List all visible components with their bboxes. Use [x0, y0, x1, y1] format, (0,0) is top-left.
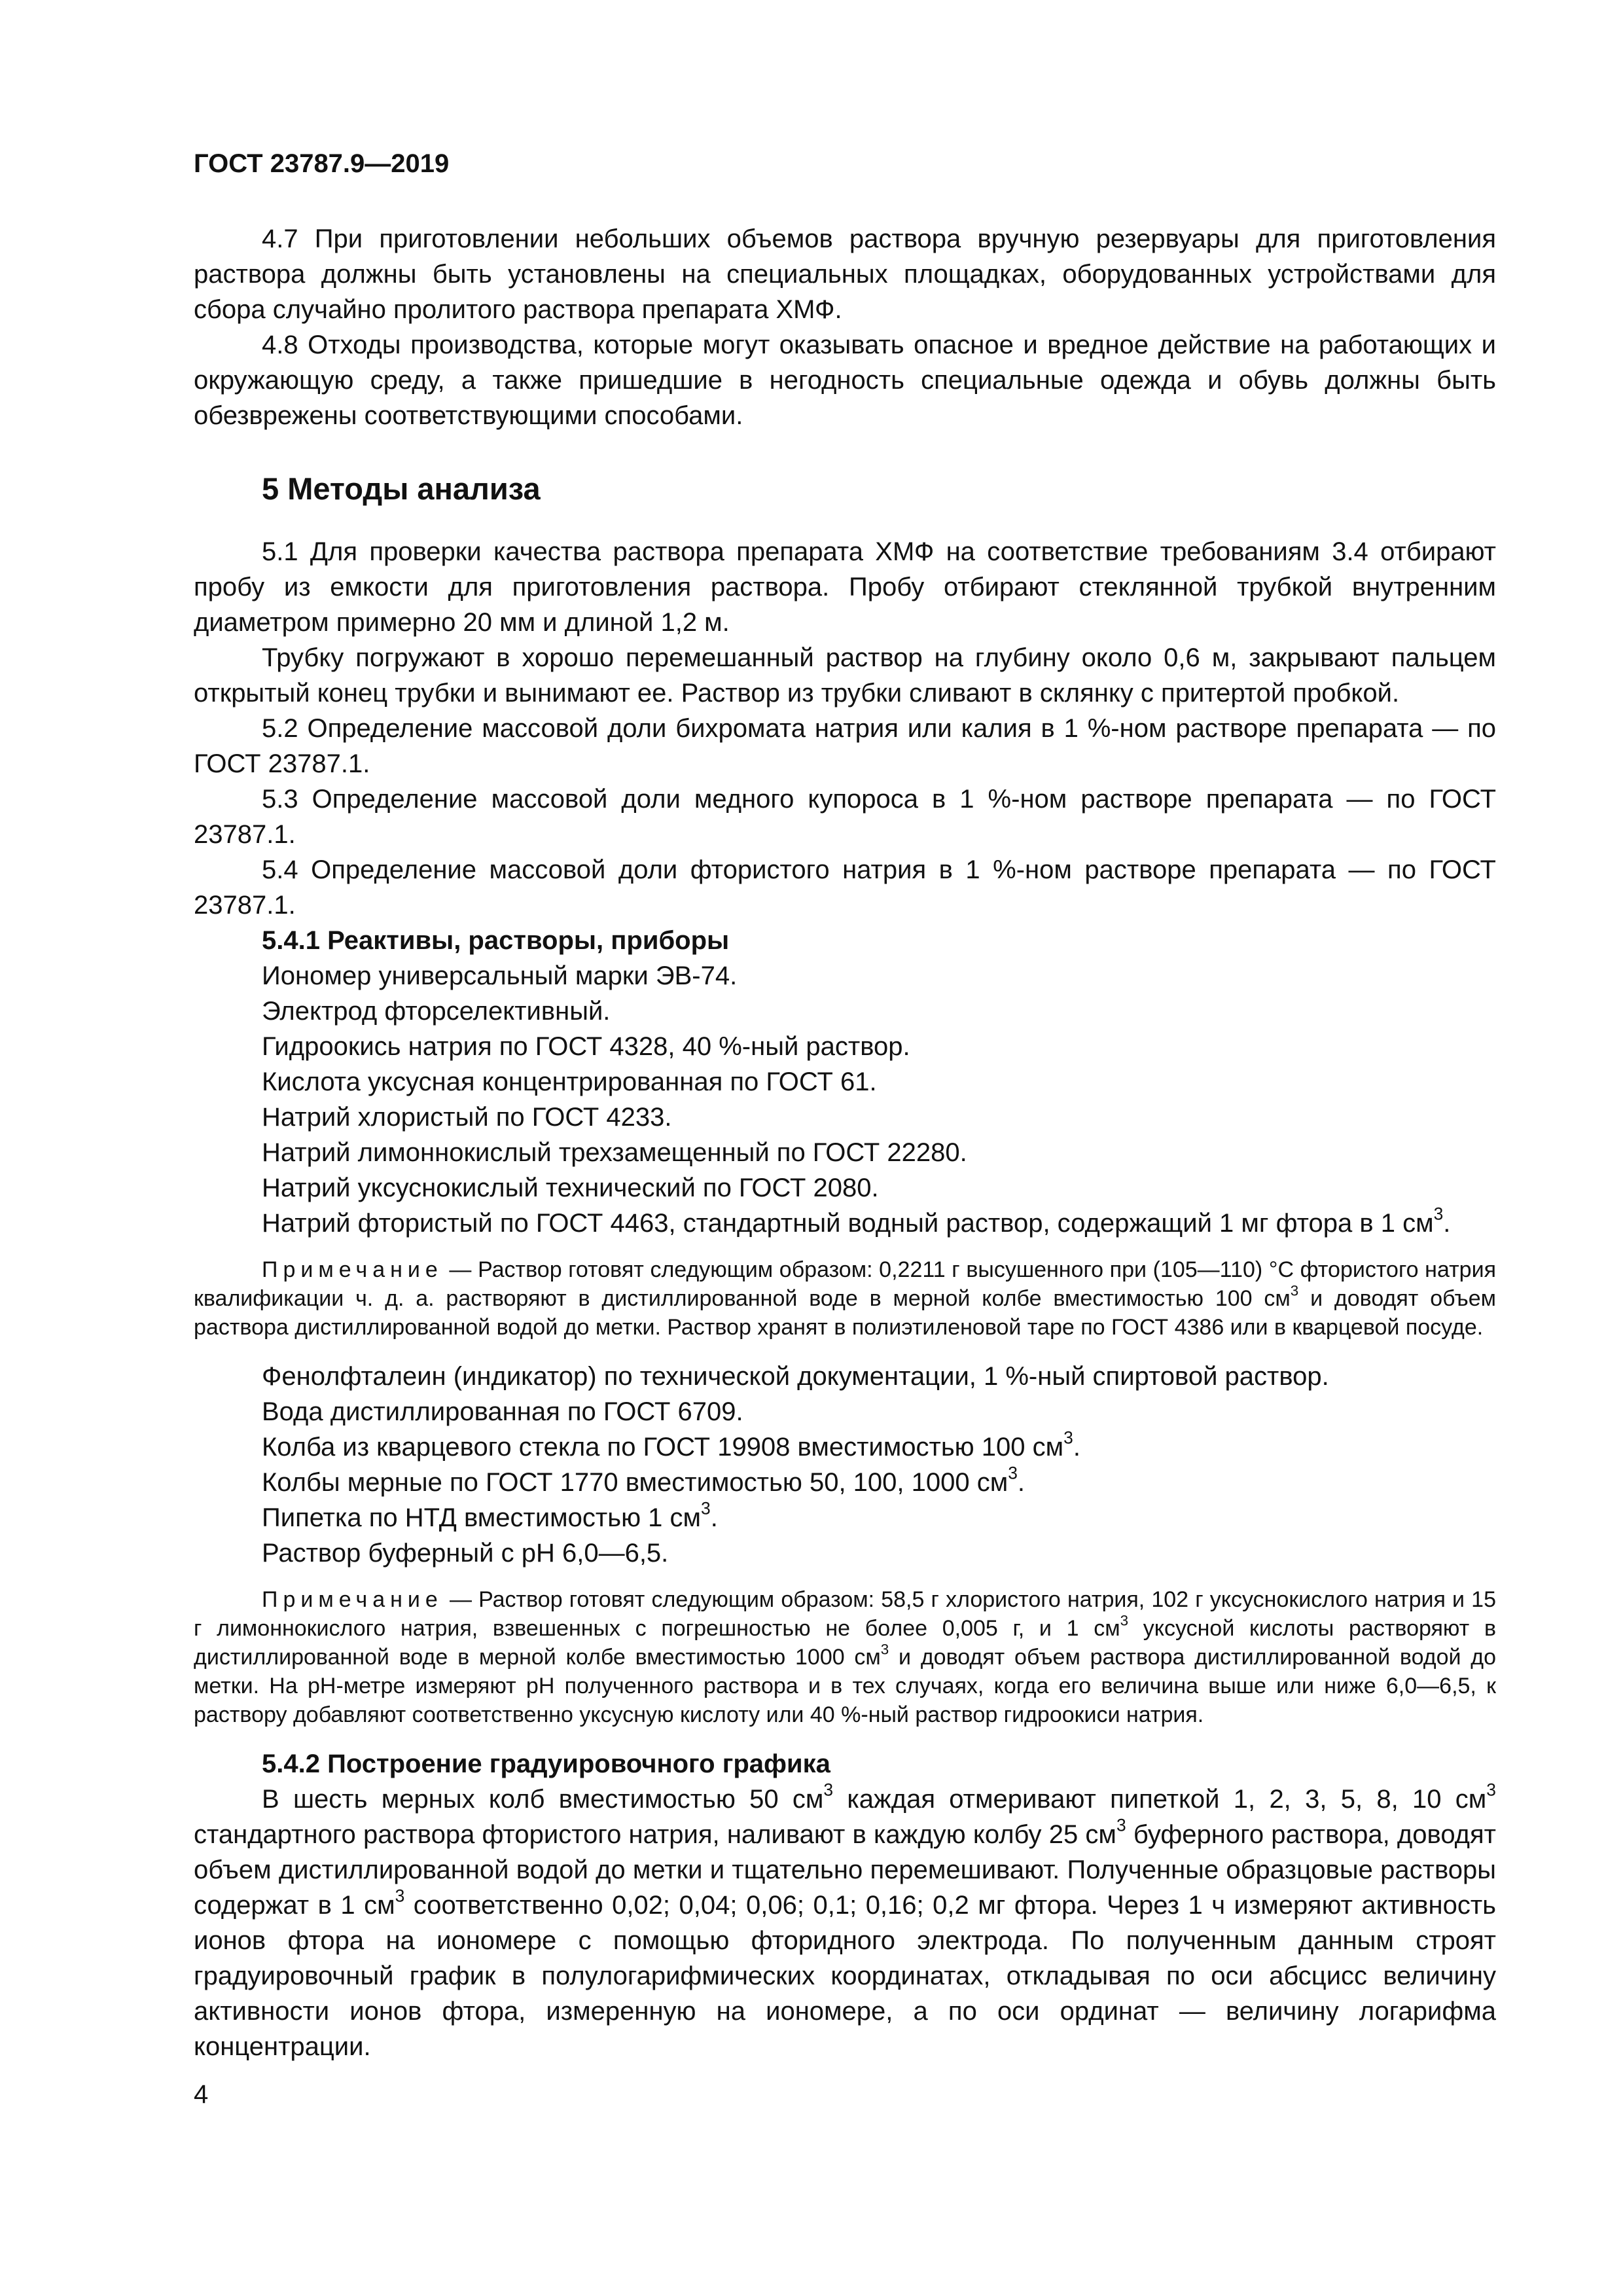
paragraph-5-1-continued: Трубку погружают в хорошо перемешанный раствор на глубину около 0,6 м, закрывают пальцем открытый конец трубки и вынимают ее. Раствор из трубки сливают в склянку с притертой пробкой.	[194, 643, 1496, 708]
body-text: каждая отмеривают пипеткой 1, 2, 3, 5, 8, 10 см	[833, 1785, 1487, 1814]
reagent-dot: .	[1017, 1468, 1026, 1497]
reagent-item: Раствор буферный с рН 6,0—6,5.	[262, 1539, 669, 1568]
note-label: Примечание	[262, 1257, 443, 1282]
reagent-item: Натрий уксуснокислый технический по ГОСТ 2080.	[262, 1174, 879, 1202]
body-text: соответственно 0,02; 0,04; 0,06; 0,1; 0,16; 0,2 мг фтора. Через 1 ч измеряют активность ионов фтора на иономере с помощью фторидного электрода. По полученным данным строят градуировочный график в полулогарифмических координатах, откладывая по оси абсцисс величину активности ионов фтора, измеренную на иономере, а по оси ординат — величину логарифма концентрации.	[194, 1891, 1496, 2061]
superscript: 3	[395, 1886, 405, 1906]
superscript: 3	[1290, 1282, 1299, 1299]
reagent-item: Гидроокись натрия по ГОСТ 4328, 40 %-ный раствор.	[262, 1032, 910, 1061]
superscript: 3	[880, 1641, 889, 1658]
reagent-text: Колбы мерные по ГОСТ 1770 вместимостью 50, 100, 1000 см	[262, 1468, 1008, 1497]
section-5-heading: 5 Методы анализа	[262, 471, 541, 506]
superscript: 3	[1486, 1780, 1496, 1800]
reagent-item-fluoride	[194, 1206, 1496, 1241]
reagent-item	[194, 1500, 1496, 1535]
superscript: 3	[1116, 1815, 1126, 1835]
superscript: 3	[1063, 1427, 1073, 1448]
reagent-dot: .	[1443, 1209, 1451, 1238]
reagent-item: Фенолфталеин (индикатор) по технической документации, 1 %-ный спиртовой раствор.	[262, 1362, 1329, 1391]
reagent-item: Электрод фторселективный.	[262, 997, 611, 1026]
paragraph-5-4: 5.4 Определение массовой доли фтористого натрия в 1 %-ном растворе препарата — по ГОСТ 23787.1.	[194, 855, 1496, 920]
paragraph-4-7: 4.7 При приготовлении небольших объемов раствора вручную резервуары для приготовления раствора должны быть установлены на специальных площадках, оборудованных устройствами для сбора случайно пролитого раствора препарата ХМФ.	[194, 224, 1496, 324]
reagent-item: Иономер универсальный марки ЭВ-74.	[262, 961, 738, 990]
reagent-item: Натрий лимоннокислый трехзамещенный по ГОСТ 22280.	[262, 1138, 967, 1167]
superscript: 3	[1433, 1204, 1444, 1224]
note-text: и доводят объем раствора дистиллированной водой до метки. Раствор хранят в полиэтиленовой таре по ГОСТ 4386 или в кварцевой посуде.	[194, 1286, 1496, 1340]
body-text: стандартного раствора фтористого натрия, наливают в каждую колбу 25 см	[194, 1820, 1116, 1849]
superscript: 3	[1008, 1463, 1018, 1483]
superscript: 3	[701, 1498, 711, 1518]
superscript: 3	[1120, 1612, 1129, 1629]
reagent-text: Колба из кварцевого стекла по ГОСТ 19908 вместимостью 100 см	[262, 1433, 1064, 1462]
reagent-item	[194, 1429, 1496, 1465]
note-text: и доводят объем раствора дистиллированной водой до метки. На рН-метре измеряют рН полученного раствора и в тех случаях, когда его величина выше или ниже 6,0—6,5, к раствору добавляют соответственно уксусную кислоту или 40 %-ный раствор гидроокиси натрия.	[194, 1645, 1497, 1727]
paragraph-4-8: 4.8 Отходы производства, которые могут оказывать опасное и вредное действие на работающих и окружающую среду, а также пришедшие в негодность специальные одежда и обувь должны быть обезврежены соответствующими способами.	[194, 331, 1496, 430]
paragraph-5-2: 5.2 Определение массовой доли бихромата натрия или калия в 1 %-ном растворе препарата — по ГОСТ 23787.1.	[194, 714, 1496, 778]
note-1	[194, 1255, 1496, 1342]
reagent-dot: .	[710, 1503, 718, 1532]
document-header: ГОСТ 23787.9—2019	[194, 149, 450, 178]
reagent-item: Натрий хлористый по ГОСТ 4233.	[262, 1103, 672, 1132]
page-content	[194, 221, 1496, 2064]
paragraph-5-1: 5.1 Для проверки качества раствора препарата ХМФ на соответствие требованиям 3.4 отбирают пробу из емкости для приготовления раствора. Пробу отбирают стеклянной трубкой внутренним диаметром примерно 20 мм и длиной 1,2 м.	[194, 537, 1496, 637]
body-text: В шесть мерных колб вместимостью 50 см	[262, 1785, 824, 1814]
subsection-5-4-2-heading: 5.4.2 Построение градуировочного графика	[262, 1749, 830, 1778]
note-text: уксусной кислоты растворяют в дистиллированной воде в мерной колбе вместимостью 1000 см	[194, 1616, 1497, 1670]
note-text: — Раствор готовят следующим образом: 0,2211 г высушенного при (105—110) °С фтористого натрия квалификации ч. д. а. растворяют в дистиллированной воде в мерной колбе вместимостью 100 см	[194, 1257, 1496, 1311]
reagent-item: Кислота уксусная концентрированная по ГОСТ 61.	[262, 1067, 877, 1096]
reagent-item	[194, 1465, 1496, 1500]
note-text: — Раствор готовят следующим образом: 58,5 г хлористого натрия, 102 г уксуснокислого натрия и 15 г лимоннокислого натрия, взвешенных с погрешностью не более 0,005 г, и 1 см	[194, 1587, 1496, 1641]
reagent-dot: .	[1073, 1433, 1080, 1462]
paragraph-5-3: 5.3 Определение массовой доли медного купороса в 1 %-ном растворе препарата — по ГОСТ 23787.1.	[194, 785, 1496, 849]
note-2	[194, 1585, 1496, 1729]
paragraph-5-4-2	[194, 1782, 1496, 2064]
reagent-text: Пипетка по НТД вместимостью 1 см	[262, 1503, 702, 1532]
note-label: Примечание	[262, 1587, 443, 1612]
reagent-text: Натрий фтористый по ГОСТ 4463, стандартный водный раствор, содержащий 1 мг фтора в 1 см	[262, 1209, 1434, 1238]
reagent-item: Вода дистиллированная по ГОСТ 6709.	[262, 1397, 743, 1426]
subsection-5-4-1-heading: 5.4.1 Реактивы, растворы, приборы	[262, 926, 730, 955]
page-number: 4	[194, 2080, 209, 2109]
body-text: буферного раствора, доводят объем дистиллированной водой до метки и тщательно перемешивают. Полученные образцовые растворы содержат в 1 см	[194, 1820, 1497, 1920]
superscript: 3	[823, 1780, 834, 1800]
